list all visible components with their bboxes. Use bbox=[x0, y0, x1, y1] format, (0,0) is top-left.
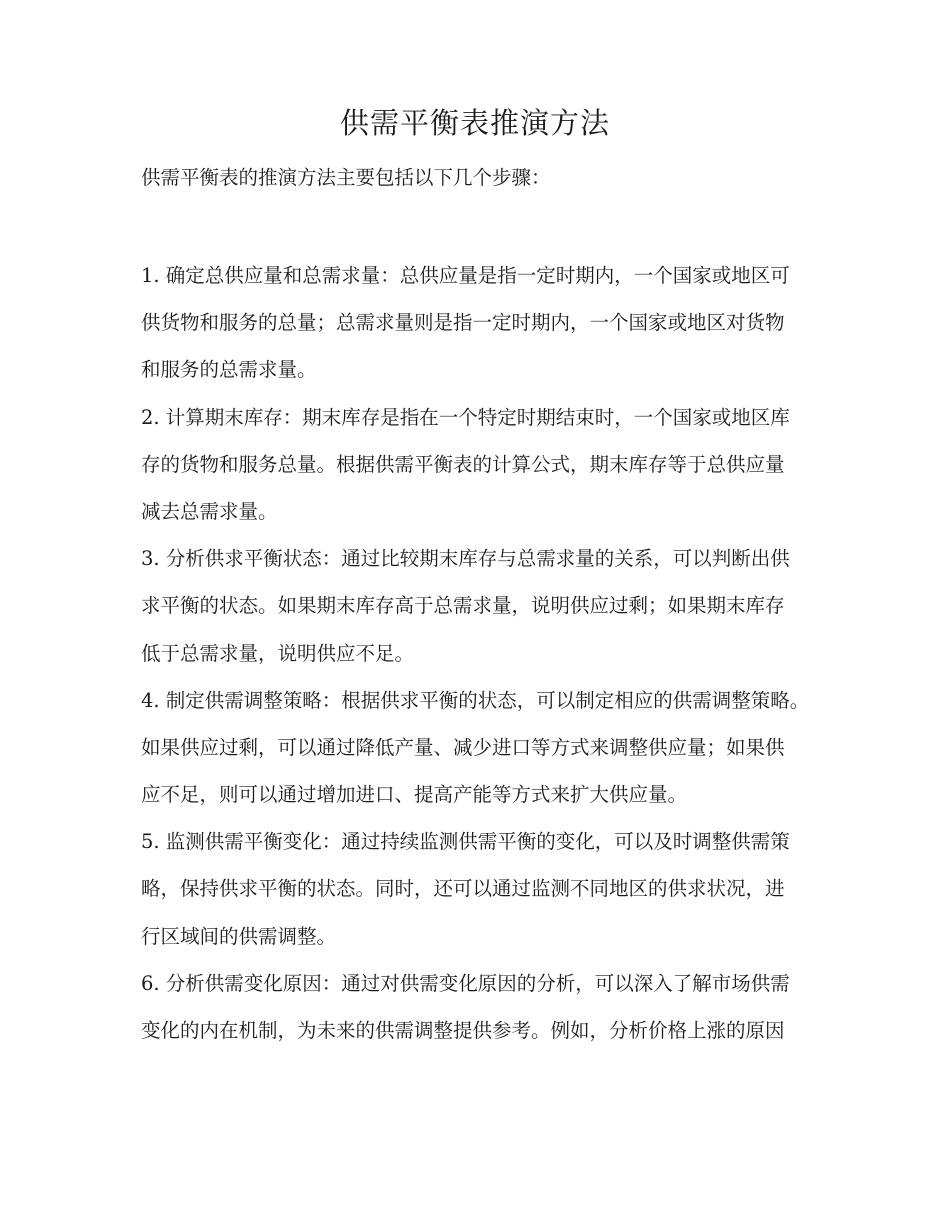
step-line: 低于总需求量，说明供应不足。 bbox=[141, 641, 415, 665]
step-line: 存的货物和服务总量。根据供需平衡表的计算公式，期末库存等于总供应量 bbox=[141, 452, 785, 476]
step-line: 如果供应过剩，可以通过降低产量、减少进口等方式来调整供应量；如果供 bbox=[141, 735, 785, 759]
step-line: 3. 分析供求平衡状态：通过比较期末库存与总需求量的关系，可以判断出供 bbox=[141, 547, 790, 571]
step-line: 应不足，则可以通过增加进口、提高产能等方式来扩大供应量。 bbox=[141, 783, 688, 807]
step-line: 行区域间的供需调整。 bbox=[141, 924, 337, 948]
step-5 bbox=[141, 818, 831, 960]
intro-paragraph: 供需平衡表的推演方法主要包括以下几个步骤： bbox=[141, 166, 551, 189]
step-1 bbox=[141, 252, 831, 394]
step-line: 减去总需求量。 bbox=[141, 499, 278, 523]
step-2 bbox=[141, 394, 831, 536]
document-title: 供需平衡表推演方法 bbox=[339, 106, 610, 140]
step-line: 变化的内在机制，为未来的供需调整提供参考。例如，分析价格上涨的原因 bbox=[141, 1019, 785, 1042]
step-3 bbox=[141, 535, 831, 677]
step-line: 5. 监测供需平衡变化：通过持续监测供需平衡的变化，可以及时调整供需策 bbox=[141, 830, 790, 854]
step-line: 略，保持供求平衡的状态。同时，还可以通过监测不同地区的供求状况，进 bbox=[141, 877, 785, 901]
steps-list bbox=[141, 252, 831, 1054]
step-4 bbox=[141, 677, 831, 819]
step-line: 4. 制定供需调整策略：根据供求平衡的状态，可以制定相应的供需调整策略。 bbox=[141, 688, 810, 712]
step-line: 1. 确定总供应量和总需求量：总供应量是指一定时期内，一个国家或地区可 bbox=[141, 264, 790, 287]
step-line: 2. 计算期末库存：期末库存是指在一个特定时期结束时，一个国家或地区库 bbox=[141, 405, 790, 429]
step-line: 6. 分析供需变化原因：通过对供需变化原因的分析，可以深入了解市场供需 bbox=[141, 971, 790, 995]
step-line: 求平衡的状态。如果期末库存高于总需求量，说明供应过剩；如果期末库存 bbox=[141, 594, 785, 618]
step-6 bbox=[141, 960, 831, 1054]
step-line: 和服务的总需求量。 bbox=[141, 358, 317, 382]
step-line: 供货物和服务的总量；总需求量则是指一定时期内，一个国家或地区对货物 bbox=[141, 311, 785, 335]
